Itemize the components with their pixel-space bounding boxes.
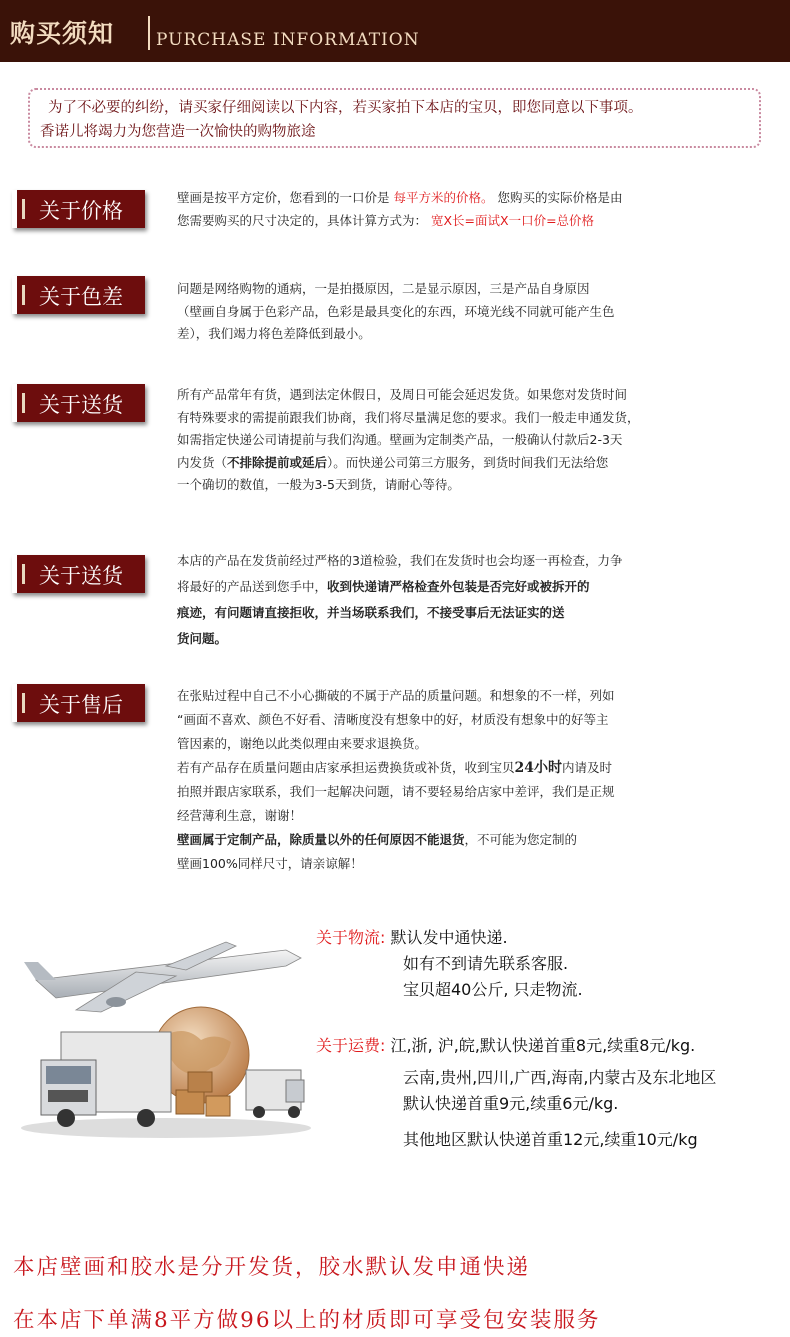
freight-line: 云南,贵州,四川,广西,海南,内蒙古及东北地区: [403, 1068, 717, 1087]
inspection-text: 将最好的产品送到您手中，: [177, 579, 328, 594]
aftersales-line: 在张贴过程中自己不小心撕破的不属于产品的质量问题。和想象的不一样，列如: [177, 688, 615, 703]
label-text: 关于送货: [39, 564, 123, 588]
label-mark: [22, 199, 25, 219]
price-text: 您购买的实际价格是由: [493, 190, 623, 205]
section-shipping-2: [177, 548, 777, 652]
aftersales-line: 拍照并跟店家联系，我们一起解决问题，请不要轻易给店家中差评，我们是正规: [177, 784, 615, 799]
truck-icon: [41, 1032, 171, 1127]
label-text: 关于送货: [39, 393, 123, 417]
airplane-truck-globe-icon: [16, 940, 316, 1140]
logistics-info: [316, 925, 583, 1003]
color-line: 问题是网络购物的通病，一是拍摄原因，二是显示原因，三是产品自身原因: [177, 281, 590, 296]
header-title-en: PURCHASE INFORMATION: [156, 30, 420, 50]
inspection-bold-line: 痕迹，有问题请直接拒收，并当场联系我们，不接受事后无法证实的送: [177, 605, 565, 620]
freight-key: 关于运费:: [316, 1036, 386, 1055]
shipping-bold: 不排除提前或延后: [227, 454, 328, 470]
header-title-cn: 购买须知: [10, 19, 115, 48]
logistics-line: 宝贝超40公斤, 只走物流.: [403, 980, 583, 999]
freight-line: 其他地区默认快递首重12元,续重10元/kg: [403, 1130, 698, 1149]
intro-line-2: 香诺儿将竭力为您营造一次愉快的购物旅途: [40, 124, 316, 140]
aftersales-text: ，不可能为您定制的: [464, 832, 578, 847]
logistics-line: 如有不到请先联系客服.: [403, 954, 569, 973]
inspection-bold: 收到快递请严格检查外包装是否完好或被拆开的: [327, 579, 590, 594]
freight-info: [316, 1033, 716, 1153]
section-price: [177, 187, 777, 232]
aftersales-text: 若有产品存在质量问题由店家承担运费换货或补货，收到宝贝: [177, 760, 515, 775]
shipping-text: ）。而快递公司第三方服务，到货时间我们无法给您: [327, 454, 609, 470]
intro-line-1: 为了不必要的纠纷，请买家仔细阅读以下内容，若买家拍下本店的宝贝，即您同意以下事项。: [48, 100, 643, 116]
section-after-sales: [177, 684, 777, 876]
label-mark: [22, 285, 25, 305]
color-line: （壁画自身属于色彩产品，色彩是最具变化的东西，环境光线不同就可能产生色: [177, 303, 615, 319]
label-mark: [22, 393, 25, 413]
label-shipping-2: [12, 555, 145, 593]
label-shipping-1: [12, 384, 145, 422]
shipping-line: 有特殊要求的需提前跟我们协商，我们将尽量满足您的要求。我们一般走申通发货，: [177, 409, 640, 425]
label-mark: [22, 564, 25, 584]
label-text: 关于色差: [39, 285, 123, 309]
aftersales-line: 壁画100%同样尺寸，请亲谅解！: [177, 856, 363, 871]
aftersales-text: 内请及时: [562, 760, 613, 775]
freight-line: 江,浙, 沪,皖,默认快递首重8元,续重8元/kg.: [385, 1036, 696, 1055]
bottom-note-1: 本店壁画和胶水是分开发货，胶水默认发申通快递: [13, 1255, 531, 1280]
price-text: 您需要购买的尺寸决定的，具体计算方式为：: [177, 212, 431, 228]
label-mark: [22, 693, 25, 713]
inspection-bold-line: 货问题。: [177, 631, 228, 646]
shipping-line: 所有产品常年有货，遇到法定休假日，及周日可能会延迟发货。如果您对发货时间: [177, 387, 628, 402]
aftersales-line: “画面不喜欢、颜色不好看、清晰度没有想象中的好，材质没有想象中的好等主: [177, 712, 609, 727]
shipping-text: 内发货（: [177, 454, 228, 470]
label-after-sales: [12, 684, 145, 722]
freight-line: 默认快递首重9元,续重6元/kg.: [403, 1094, 619, 1113]
aftersales-bold: 壁画属于定制产品，除质量以外的任何原因不能退货: [177, 832, 465, 847]
page-header: [0, 0, 790, 62]
shipping-line: 一个确切的数值，一般为3-5天到货，请耐心等待。: [177, 477, 460, 492]
header-divider: [148, 16, 150, 50]
price-formula: 宽X长=面试X一口价=总价格: [430, 212, 595, 228]
price-text: 壁画是按平方定价，您看到的一口价是: [177, 190, 394, 205]
shipping-line: 如需指定快递公司请提前与我们沟通。壁画为定制类产品，一般确认付款后2-3天: [177, 432, 623, 447]
label-text: 关于售后: [39, 693, 123, 717]
inspection-line: 本店的产品在发货前经过严格的3道检验，我们在发货时也会均逐一再检查，力争: [177, 553, 623, 568]
logistics-key: 关于物流:: [316, 928, 386, 947]
aftersales-line: 经营薄利生意，谢谢！: [177, 808, 303, 823]
color-line: 差），我们竭力将色差降低到最小。: [177, 326, 371, 341]
airplane-icon: [24, 942, 301, 1012]
bottom-note-2: 在本店下单满8平方做96以上的材质即可享受包安装服务: [13, 1308, 601, 1333]
aftersales-line: 管因素的，谢绝以此类似理由来要求退换货。: [177, 736, 428, 751]
label-color: [12, 276, 145, 314]
aftersales-bold: 24小时: [514, 760, 562, 776]
section-shipping-1: [177, 384, 777, 497]
label-price: [12, 190, 145, 228]
price-highlight: 每平方米的价格。: [393, 190, 494, 205]
label-text: 关于价格: [39, 199, 123, 223]
logistics-line: 默认发中通快递.: [385, 928, 508, 947]
section-color: [177, 278, 777, 346]
intro-notice: [28, 88, 761, 148]
